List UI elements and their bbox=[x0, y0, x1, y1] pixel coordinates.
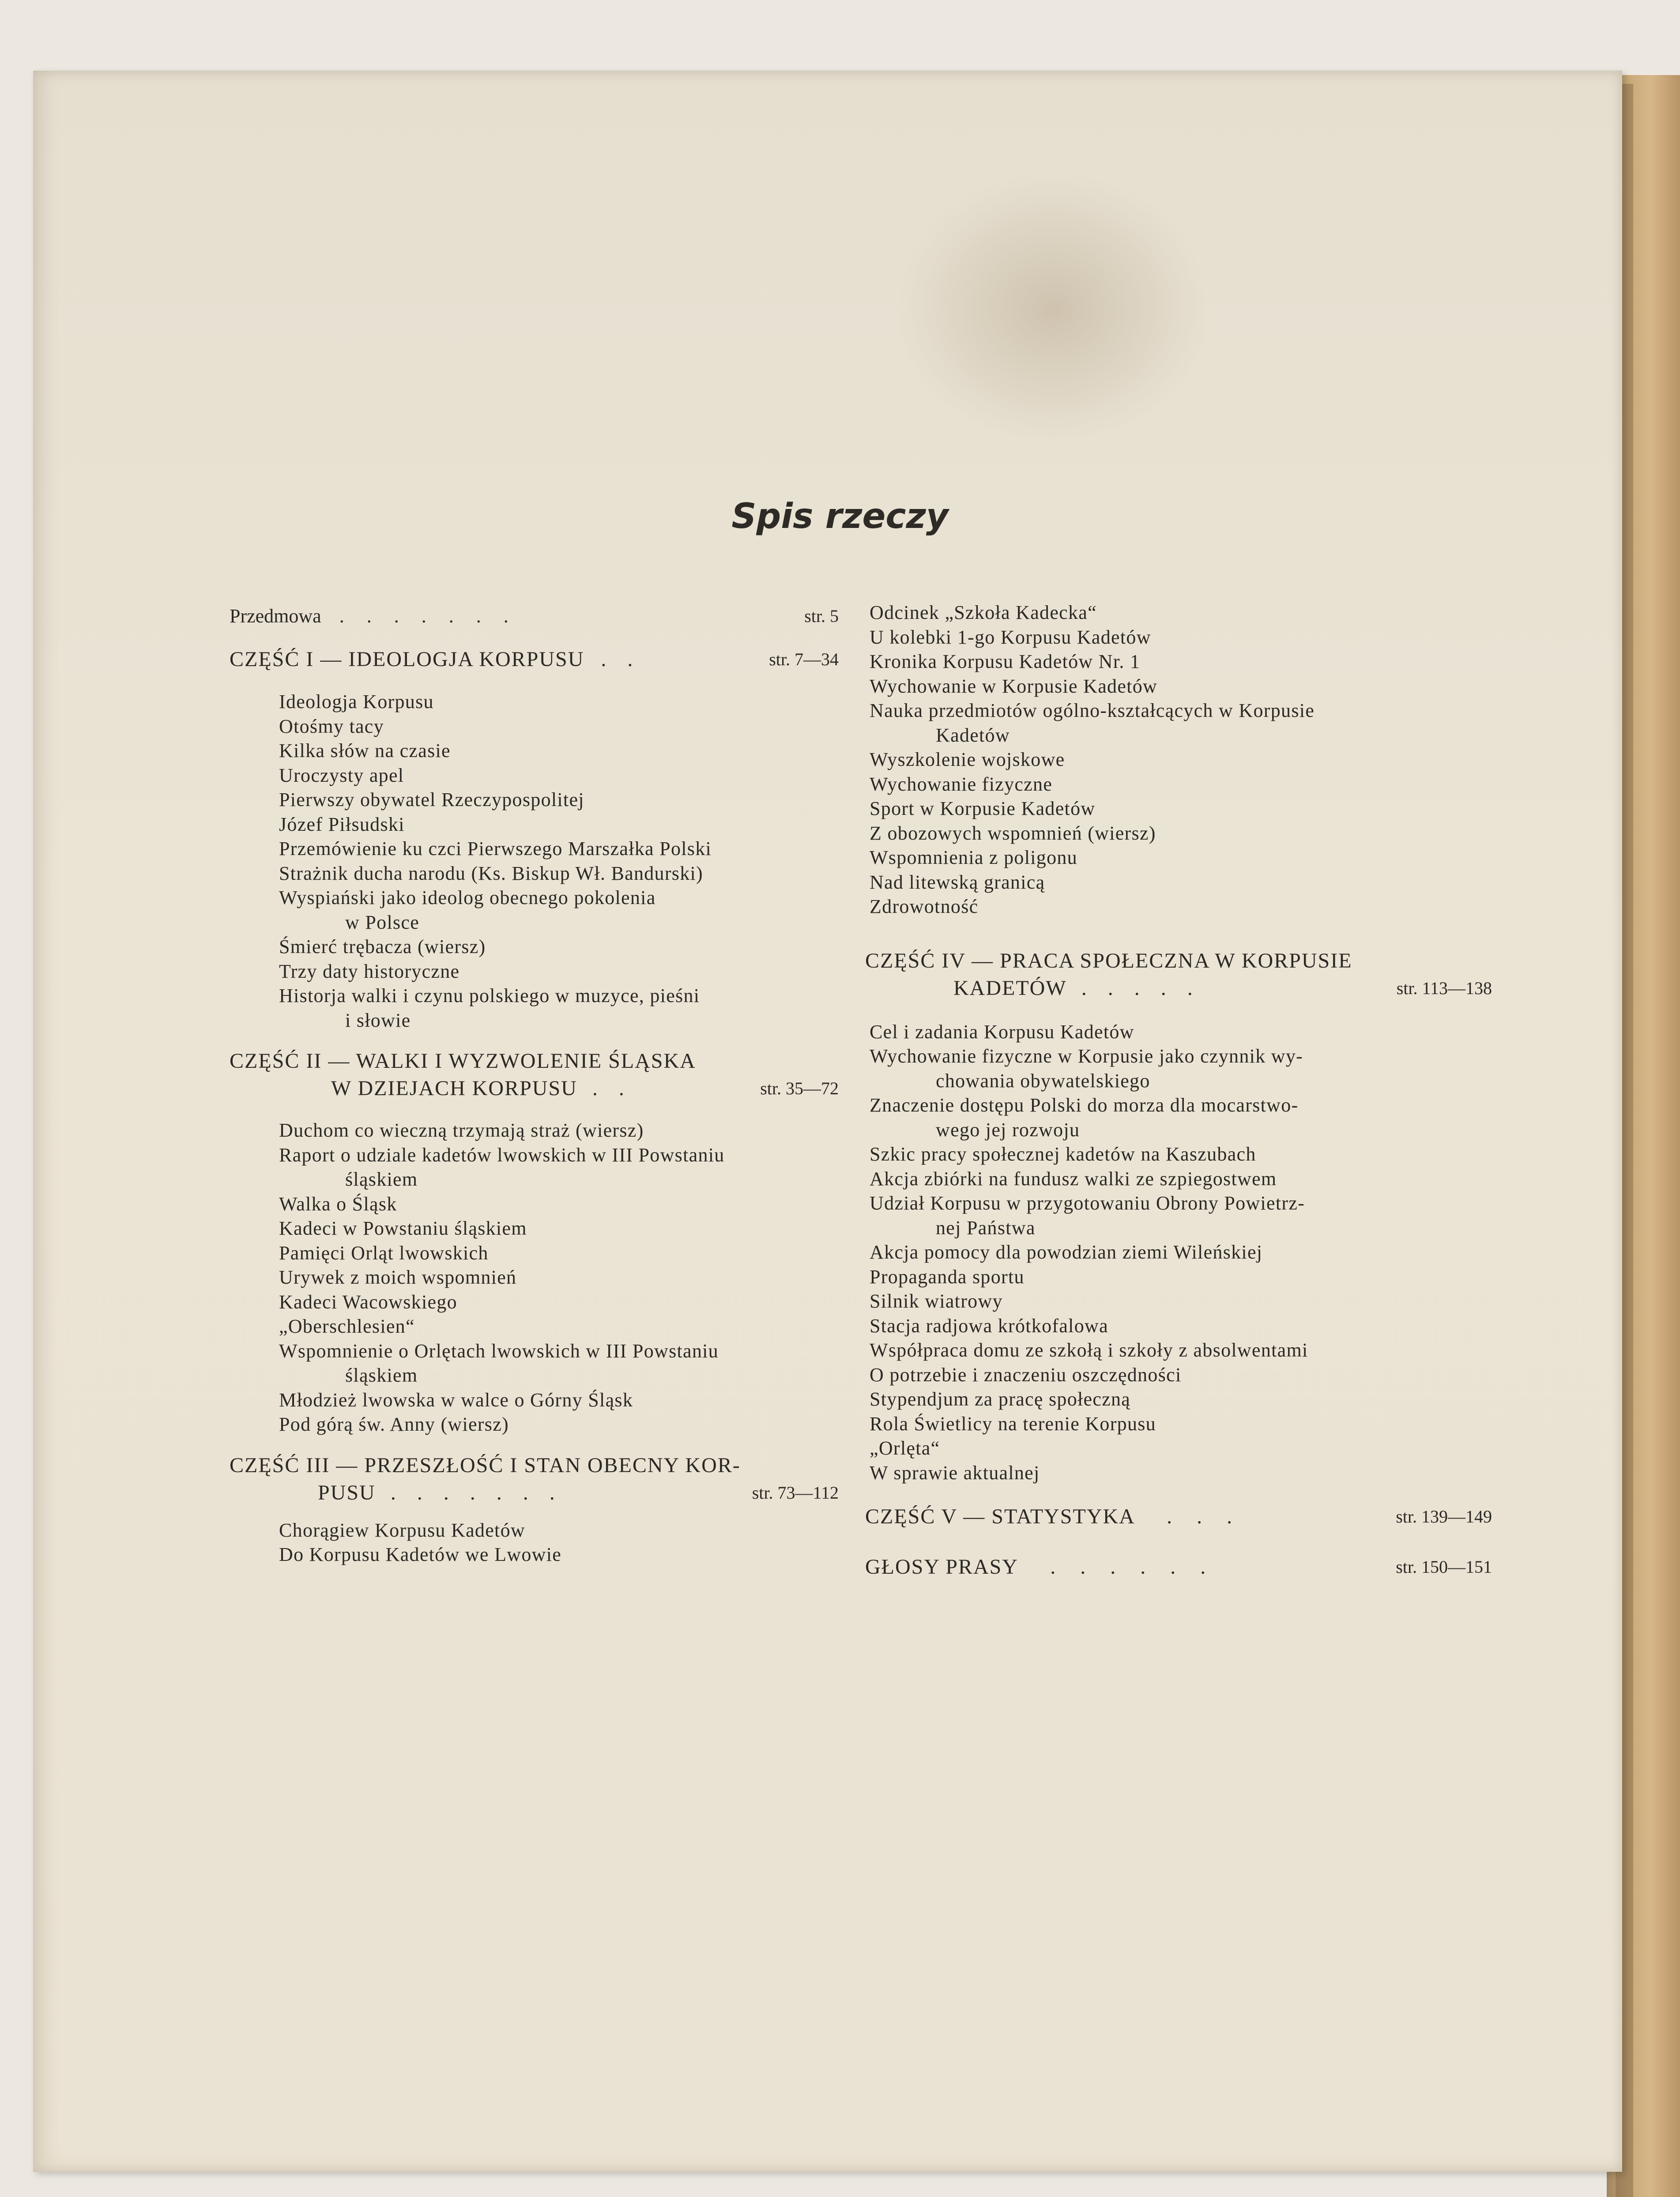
toc-left-column bbox=[230, 605, 839, 1582]
toc-item[interactable]: Cel i zadania Korpusu Kadetów bbox=[870, 1021, 1134, 1043]
toc-section-part3[interactable] bbox=[230, 1452, 839, 1507]
toc-item[interactable]: Józef Piłsudski bbox=[279, 813, 405, 835]
toc-item[interactable]: Kadeci w Powstaniu śląskiem bbox=[279, 1217, 527, 1239]
section-heading-cont: KADETÓW bbox=[953, 976, 1066, 1000]
toc-leader-dots: . . bbox=[592, 1077, 632, 1100]
toc-items-part1 bbox=[279, 690, 839, 1033]
toc-item[interactable]: Chorągiew Korpusu Kadetów bbox=[279, 1519, 525, 1541]
toc-page-ref: str. 73—112 bbox=[752, 1482, 839, 1503]
toc-item-continuation: wego jej rozwoju bbox=[936, 1119, 1080, 1141]
toc-item-continuation: śląskiem bbox=[345, 1364, 418, 1386]
toc-page-ref: str. 139—149 bbox=[1396, 1507, 1492, 1526]
toc-item[interactable]: Trzy daty historyczne bbox=[279, 960, 460, 982]
toc-item[interactable]: Z obozowych wspomnień (wiersz) bbox=[870, 822, 1156, 844]
toc-item[interactable]: Stypendjum za pracę społeczną bbox=[870, 1388, 1131, 1410]
toc-item[interactable]: Kilka słów na czasie bbox=[279, 740, 451, 761]
section-heading: GŁOSY PRASY bbox=[865, 1555, 1018, 1579]
toc-leader-dots: . . . . . bbox=[1081, 976, 1201, 1000]
toc-items-part3-cont bbox=[870, 600, 1492, 919]
section-heading: CZĘŚĆ I — IDEOLOGJA KORPUSU bbox=[230, 648, 584, 671]
toc-item[interactable]: Współpraca domu ze szkołą i szkoły z absolwentami bbox=[870, 1339, 1308, 1361]
toc-item[interactable]: Przemówienie ku czci Pierwszego Marszałka Polski bbox=[279, 838, 712, 859]
toc-leader-dots: . . . . . . bbox=[1050, 1555, 1216, 1579]
toc-section-press[interactable] bbox=[865, 1553, 1492, 1581]
toc-item[interactable]: Stacja radjowa krótkofalowa bbox=[870, 1315, 1108, 1337]
toc-item[interactable]: Ideologja Korpusu bbox=[279, 691, 434, 712]
section-heading-cont: PUSU bbox=[318, 1481, 376, 1504]
spacer bbox=[230, 628, 839, 645]
toc-item[interactable]: Wspomnienia z poligonu bbox=[870, 847, 1077, 868]
toc-item[interactable]: Znaczenie dostępu Polski do morza dla mocarstwo- bbox=[870, 1094, 1299, 1116]
toc-item-continuation: i słowie bbox=[345, 1009, 411, 1031]
toc-section-part4[interactable] bbox=[865, 947, 1492, 1002]
toc-section-part5[interactable] bbox=[865, 1503, 1492, 1531]
toc-item[interactable]: Do Korpusu Kadetów we Lwowie bbox=[279, 1544, 562, 1565]
toc-item[interactable]: Duchom co wieczną trzymają straż (wiersz) bbox=[279, 1119, 644, 1141]
toc-item[interactable]: Rola Świetlicy na terenie Korpusu bbox=[870, 1413, 1156, 1435]
section-heading: CZĘŚĆ III — PRZESZŁOŚĆ I STAN OBECNY KOR- bbox=[230, 1453, 741, 1477]
toc-item[interactable]: Raport o udziale kadetów lwowskich w III Powstaniu bbox=[279, 1144, 725, 1166]
toc-page-ref: str. 7—34 bbox=[769, 649, 839, 669]
toc-item[interactable]: „Oberschlesien“ bbox=[279, 1315, 415, 1337]
toc-item[interactable]: Wyspiański jako ideolog obecnego pokolenia bbox=[279, 887, 656, 908]
toc-item[interactable]: Uroczysty apel bbox=[279, 764, 404, 786]
toc-item[interactable]: Propaganda sportu bbox=[870, 1266, 1025, 1288]
toc-item[interactable]: Akcja pomocy dla powodzian ziemi Wileńskiej bbox=[870, 1241, 1263, 1263]
toc-item[interactable]: Śmierć trębacza (wiersz) bbox=[279, 936, 486, 957]
toc-item[interactable]: Młodzież lwowska w walce o Górny Śląsk bbox=[279, 1389, 633, 1411]
toc-item[interactable]: W sprawie aktualnej bbox=[870, 1462, 1040, 1484]
toc-right-column bbox=[865, 600, 1492, 1581]
toc-item[interactable]: Otośmy tacy bbox=[279, 715, 384, 737]
toc-page-ref: str. 150—151 bbox=[1396, 1557, 1492, 1577]
toc-item[interactable]: Odcinek „Szkoła Kadecka“ bbox=[870, 602, 1097, 623]
toc-item[interactable]: „Orlęta“ bbox=[870, 1437, 940, 1459]
toc-item[interactable]: Pierwszy obywatel Rzeczypospolitej bbox=[279, 789, 584, 810]
toc-item[interactable]: Walka o Śląsk bbox=[279, 1193, 397, 1215]
toc-item[interactable]: Silnik wiatrowy bbox=[870, 1290, 1003, 1312]
toc-leader-dots: . . bbox=[601, 648, 641, 671]
toc-items-part3 bbox=[279, 1518, 839, 1567]
toc-item[interactable]: Wspomnienie o Orlętach lwowskich w III Powstaniu bbox=[279, 1340, 719, 1362]
toc-item[interactable]: Historja walki i czynu polskiego w muzyce, pieśni bbox=[279, 985, 700, 1006]
toc-item[interactable]: Urywek z moich wspomnień bbox=[279, 1266, 517, 1288]
toc-item-continuation: nej Państwa bbox=[936, 1217, 1036, 1239]
toc-leader-dots: . . . . . . . bbox=[339, 605, 517, 627]
toc-leader-dots: . . . . . . . bbox=[390, 1481, 563, 1504]
toc-item[interactable]: Udział Korpusu w przygotowaniu Obrony Powietrz- bbox=[870, 1192, 1305, 1214]
toc-page-ref: str. 35—72 bbox=[760, 1078, 839, 1098]
toc-item[interactable]: Wychowanie w Korpusie Kadetów bbox=[870, 675, 1158, 697]
toc-item[interactable]: U kolebki 1-go Korpusu Kadetów bbox=[870, 626, 1151, 648]
toc-item[interactable]: Akcja zbiórki na fundusz walki ze szpiegostwem bbox=[870, 1168, 1277, 1190]
toc-item[interactable]: Pamięci Orląt lwowskich bbox=[279, 1242, 489, 1264]
spacer bbox=[865, 919, 1492, 947]
section-heading-cont: W DZIEJACH KORPUSU bbox=[331, 1077, 577, 1100]
toc-leader-dots: . . . bbox=[1167, 1505, 1242, 1528]
toc-item[interactable]: Kadeci Wacowskiego bbox=[279, 1291, 457, 1313]
toc-item-continuation: Kadetów bbox=[936, 724, 1010, 746]
toc-item[interactable]: Strażnik ducha narodu (Ks. Biskup Wł. Bandurski) bbox=[279, 862, 704, 884]
toc-item[interactable]: Sport w Korpusie Kadetów bbox=[870, 798, 1096, 819]
toc-item[interactable]: O potrzebie i znaczeniu oszczędności bbox=[870, 1364, 1182, 1386]
paper-stain bbox=[894, 172, 1212, 446]
toc-item[interactable]: Kronika Korpusu Kadetów Nr. 1 bbox=[870, 651, 1141, 672]
spacer bbox=[865, 1531, 1492, 1553]
toc-item[interactable]: Wyszkolenie wojskowe bbox=[870, 749, 1065, 770]
toc-items-part2 bbox=[279, 1118, 839, 1437]
toc-entry-label: Przedmowa bbox=[230, 605, 321, 627]
toc-section-part2[interactable] bbox=[230, 1048, 839, 1102]
toc-page-ref: str. 5 bbox=[804, 606, 839, 626]
toc-page-ref: str. 113—138 bbox=[1396, 978, 1492, 998]
toc-item[interactable]: Wychowanie fizyczne bbox=[870, 773, 1053, 795]
section-heading: CZĘŚĆ II — WALKI I WYZWOLENIE ŚLĄSKA bbox=[230, 1049, 696, 1073]
toc-section-part1[interactable] bbox=[230, 645, 839, 674]
toc-entry-przedmowa[interactable] bbox=[230, 605, 839, 628]
section-heading: CZĘŚĆ IV — PRACA SPOŁECZNA W KORPUSIE bbox=[865, 949, 1352, 972]
toc-item-continuation: chowania obywatelskiego bbox=[936, 1070, 1150, 1092]
toc-item[interactable]: Nad litewską granicą bbox=[870, 871, 1045, 893]
section-heading: CZĘŚĆ V — STATYSTYKA bbox=[865, 1505, 1134, 1528]
toc-item[interactable]: Szkic pracy społecznej kadetów na Kaszubach bbox=[870, 1143, 1256, 1165]
toc-item[interactable]: Zdrowotność bbox=[870, 896, 979, 917]
toc-item[interactable]: Wychowanie fizyczne w Korpusie jako czynnik wy- bbox=[870, 1045, 1303, 1067]
toc-item-continuation: śląskiem bbox=[345, 1168, 418, 1190]
page-title: Spis rzeczy bbox=[731, 497, 949, 536]
toc-item[interactable]: Pod górą św. Anny (wiersz) bbox=[279, 1413, 509, 1435]
toc-items-part4 bbox=[870, 1020, 1492, 1485]
toc-item[interactable]: Nauka przedmiotów ogólno-kształcących w Korpusie bbox=[870, 700, 1315, 721]
toc-item-continuation: w Polsce bbox=[345, 911, 420, 933]
